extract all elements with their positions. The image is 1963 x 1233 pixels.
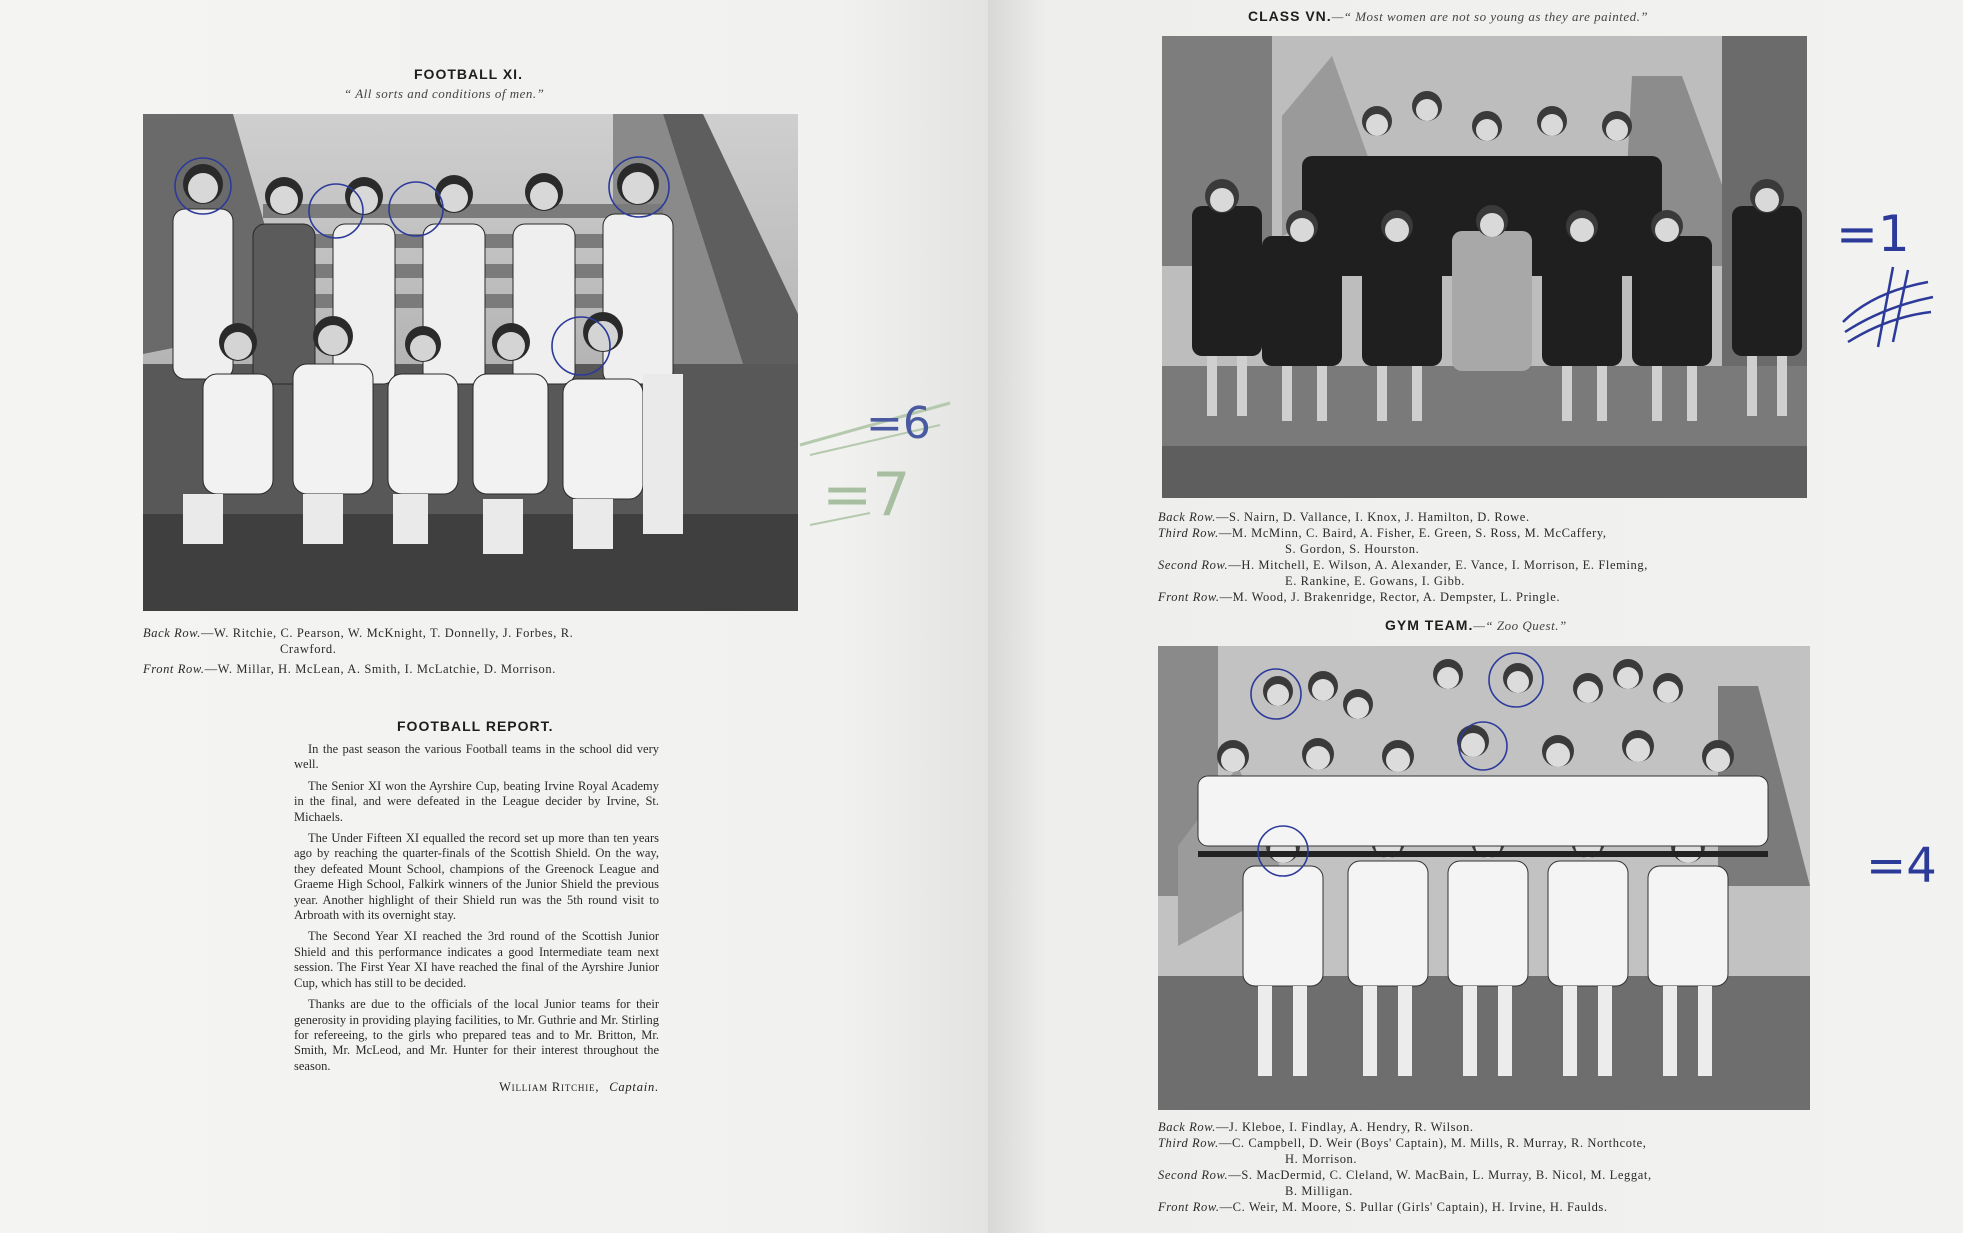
row-label: Front Row.: [1158, 590, 1220, 604]
class-vn-motto: —“ Most women are not so young as they are painted.”: [1331, 9, 1649, 24]
caption-third-row-cont: S. Gordon, S. Hourston.: [1285, 542, 1420, 556]
report-paragraph: The Second Year XI reached the 3rd round of the Scottish Junior Shield and this performance indicates a good Intermediate team next session. The First Year XI have reached the final of the Ayrshire Junior Cup, which has still to be decided.: [294, 929, 659, 990]
caption-third-row: [1158, 525, 1648, 541]
report-title: FOOTBALL REPORT.: [397, 718, 554, 734]
pencil-mark: =6: [866, 398, 931, 449]
ink-mark: =1: [1836, 205, 1910, 263]
class-vn-heading: [1248, 8, 1648, 26]
football-caption: [143, 625, 573, 677]
row-names: —C. Weir, M. Moore, S. Pullar (Girls' Captain), H. Irvine, H. Faulds.: [1219, 1200, 1608, 1214]
row-label: Third Row.: [1158, 1136, 1219, 1150]
caption-second-row-cont: B. Milligan.: [1285, 1184, 1353, 1198]
class-photo-illustration: [1162, 36, 1807, 498]
caption-second-row-cont: E. Rankine, E. Gowans, I. Gibb.: [1285, 574, 1466, 588]
caption-front-row: [1158, 589, 1648, 605]
gym-title: GYM TEAM.: [1385, 617, 1474, 633]
row-names: —W. Millar, H. McLean, A. Smith, I. McLatchie, D. Morrison.: [204, 662, 556, 676]
class-vn-caption: [1158, 509, 1648, 605]
row-label: Back Row.: [143, 626, 201, 640]
row-names: —C. Campbell, D. Weir (Boys' Captain), M. Mills, R. Murray, R. Northcote,: [1218, 1136, 1647, 1150]
gym-photo-illustration: [1158, 646, 1810, 1110]
caption-back-row: [143, 625, 573, 641]
football-motto: “ All sorts and conditions of men.”: [344, 86, 545, 101]
caption-third-row-cont: H. Morrison.: [1285, 1152, 1358, 1166]
report-paragraph: In the past season the various Football teams in the school did very well.: [294, 742, 659, 772]
report-paragraph: Thanks are due to the officials of the local Junior teams for their generosity in providing playing facilities, to Mr. Guthrie and Mr. Stirling for refereeing, to the girls who prepared teas and to Mr. Britton, Mr. Smith, Mr. McLeod, and Mr. Hunter for their interest throughout the season.: [294, 997, 659, 1073]
football-title: FOOTBALL XI.: [414, 66, 523, 82]
caption-front-row: [1158, 1199, 1652, 1215]
gym-motto: —“ Zoo Quest.”: [1473, 618, 1567, 633]
row-label: Front Row.: [143, 662, 205, 676]
signature-name: William Ritchie,: [499, 1080, 600, 1095]
gym-team-photo: [1158, 646, 1810, 1110]
ink-mark: =4: [1866, 838, 1937, 894]
report-paragraph: The Senior XI won the Ayrshire Cup, beating Irvine Royal Academy in the final, and were defeated in the League decider by Irvine, St. Michaels.: [294, 778, 659, 824]
row-names: —W. Ritchie, C. Pearson, W. McKnight, T. Donnelly, J. Forbes, R.: [200, 626, 574, 640]
row-label: Back Row.: [1158, 1120, 1216, 1134]
football-report: [294, 742, 659, 1095]
football-team-photo: [143, 114, 798, 611]
row-names: —H. Mitchell, E. Wilson, A. Alexander, E. Vance, I. Morrison, E. Fleming,: [1228, 558, 1648, 572]
row-names: —M. McMinn, C. Baird, A. Fisher, E. Green, S. Ross, M. McCaffery,: [1218, 526, 1607, 540]
report-paragraph: The Under Fifteen XI equalled the record set up more than ten years ago by reaching the quarter-finals of the Scottish Shield. On the way, they defeated Mount School, champions of the Greenock League and Graeme High School, Falkirk winners of the Junior Shield the previous year. Another highlight of their Shield run was the 5th round visit to Arbroath with its overnight stay.: [294, 831, 659, 923]
caption-second-row: [1158, 1167, 1652, 1183]
caption-back-row-cont: Crawford.: [280, 642, 337, 656]
class-vn-photo: [1162, 36, 1807, 498]
row-names: —J. Kleboe, I. Findlay, A. Hendry, R. Wilson.: [1215, 1120, 1474, 1134]
caption-second-row: [1158, 557, 1648, 573]
report-signature: [294, 1080, 659, 1095]
scribble-mark: [1833, 262, 1943, 352]
caption-back-row: [1158, 1119, 1652, 1135]
caption-third-row: [1158, 1135, 1652, 1151]
caption-back-row: [1158, 509, 1648, 525]
row-names: —S. MacDermid, C. Cleland, W. MacBain, L. Murray, B. Nicol, M. Leggat,: [1228, 1168, 1652, 1182]
row-label: Third Row.: [1158, 526, 1219, 540]
signature-role: Captain.: [609, 1080, 659, 1095]
row-label: Second Row.: [1158, 558, 1229, 572]
row-names: —S. Nairn, D. Vallance, I. Knox, J. Hamilton, D. Rowe.: [1215, 510, 1530, 524]
row-label: Second Row.: [1158, 1168, 1229, 1182]
gym-caption: [1158, 1119, 1652, 1215]
gym-heading: [1385, 617, 1567, 635]
row-label: Front Row.: [1158, 1200, 1220, 1214]
caption-front-row: [143, 661, 573, 677]
row-names: —M. Wood, J. Brakenridge, Rector, A. Dempster, L. Pringle.: [1219, 590, 1561, 604]
football-photo-illustration: [143, 114, 798, 611]
right-page: [988, 0, 1963, 1233]
class-vn-title: CLASS VN.: [1248, 8, 1332, 24]
row-label: Back Row.: [1158, 510, 1216, 524]
pencil-mark: =7: [822, 460, 911, 530]
